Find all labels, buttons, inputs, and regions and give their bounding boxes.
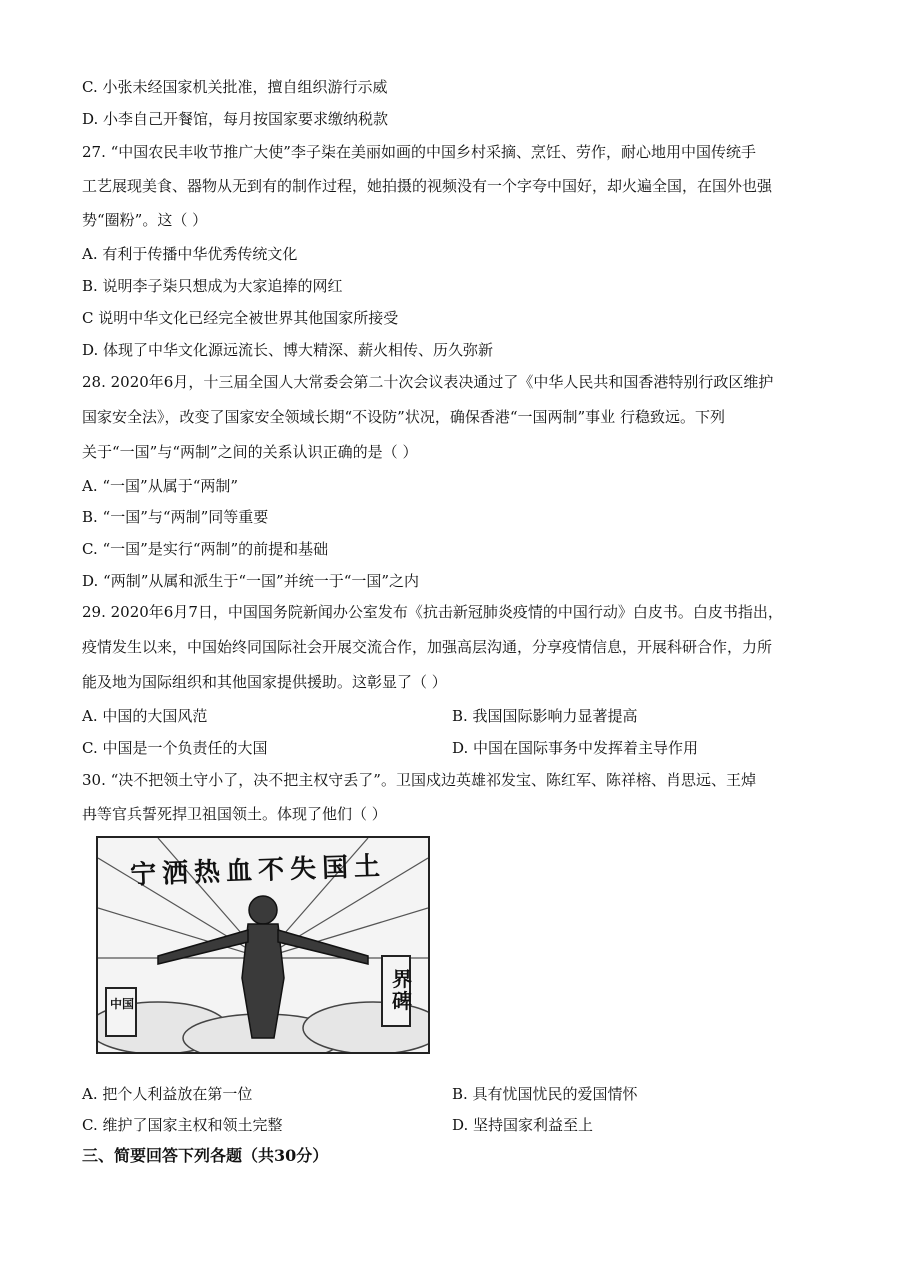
poster-title: 宁洒热血不失国土 (129, 851, 387, 891)
q28-option-b: B. “一国”与“两制”同等重要 (82, 508, 269, 526)
q29-stem-line2: 疫情发生以来，中国始终同国际社会开展交流合作，加强高层沟通，分享疫情信息，开展科研合作，力所 (82, 638, 773, 656)
q29-option-d: D. 中国在国际事务中发挥着主导作用 (452, 739, 699, 757)
q27-stem-line2: 工艺展现美食、器物从无到有的制作过程，她拍摄的视频没有一个字夸中国好，却火遍全国，在国外也强 (82, 177, 773, 195)
q30-option-d: D. 坚持国家利益至上 (452, 1116, 594, 1134)
q28-stem-line3: 关于“一国”与“两制”之间的关系认识正确的是（ ） (82, 443, 418, 461)
q29-option-a: A. 中国的大国风范 (82, 707, 208, 725)
q27-stem-line1: 27. “中国农民丰收节推广大使”李子柒在美丽如画的中国乡村采摘、烹饪、劳作，耐心地用中国传统手 (82, 143, 756, 161)
q26-option-d: D. 小李自己开餐馆，每月按国家要求缴纳税款 (82, 110, 389, 128)
q28-option-c: C. “一国”是实行“两制”的前提和基础 (82, 540, 329, 558)
q29-option-c: C. 中国是一个负责任的大国 (82, 739, 268, 757)
q27-stem-line3: 势“圈粉”。这（ ） (82, 211, 208, 229)
q28-stem-line2: 国家安全法》，改变了国家安全领域长期“不设防”状况，确保香港“一国两制”事业 行稳致远。下列 (82, 408, 725, 426)
q30-stem-line1: 30. “决不把领土守小了，决不把主权守丢了”。卫国戍边英雄祁发宝、陈红军、陈祥榕、肖思远、王焯 (82, 771, 756, 789)
q30-option-b: B. 具有忧国忧民的爱国情怀 (452, 1085, 638, 1103)
q26-option-c: C. 小张未经国家机关批准，擅自组织游行示威 (82, 78, 388, 96)
q27-option-b: B. 说明李子柒只想成为大家追捧的网红 (82, 277, 343, 295)
q27-option-d: D. 体现了中华文化源远流长、博大精深、薪火相传、历久弥新 (82, 341, 494, 359)
q30-option-c: C. 维护了国家主权和领土完整 (82, 1116, 283, 1134)
q30-stem-line2: 冉等官兵誓死捍卫祖国领土。体现了他们（ ） (82, 805, 387, 823)
poster-boundary-sign: 界碑 (392, 967, 412, 1013)
q28-option-d: D. “两制”从属和派生于“一国”并统一于“一国”之内 (82, 572, 420, 590)
q27-option-c: C 说明中华文化已经完全被世界其他国家所接受 (82, 309, 399, 327)
q27-option-a: A. 有利于传播中华优秀传统文化 (82, 245, 298, 263)
section-heading: 三、简要回答下列各题（共30分） (82, 1146, 329, 1165)
q29-stem-line3: 能及地为国际组织和其他国家提供援助。这彰显了（ ） (82, 673, 447, 691)
q29-option-b: B. 我国国际影响力显著提高 (452, 707, 638, 725)
q28-option-a: A. “一国”从属于“两制” (82, 477, 239, 495)
q28-stem-line1: 28. 2020年6月，十三届全国人大常委会第二十次会议表决通过了《中华人民共和国香港特别行政区维护 (82, 373, 774, 391)
poster-left-mark: 中国 (110, 997, 135, 1011)
q30-poster-image (96, 836, 430, 1054)
q30-option-a: A. 把个人利益放在第一位 (82, 1085, 253, 1103)
q29-stem-line1: 29. 2020年6月7日，中国国务院新闻办公室发布《抗击新冠肺炎疫情的中国行动》白皮书。白皮书指出， (82, 603, 783, 621)
